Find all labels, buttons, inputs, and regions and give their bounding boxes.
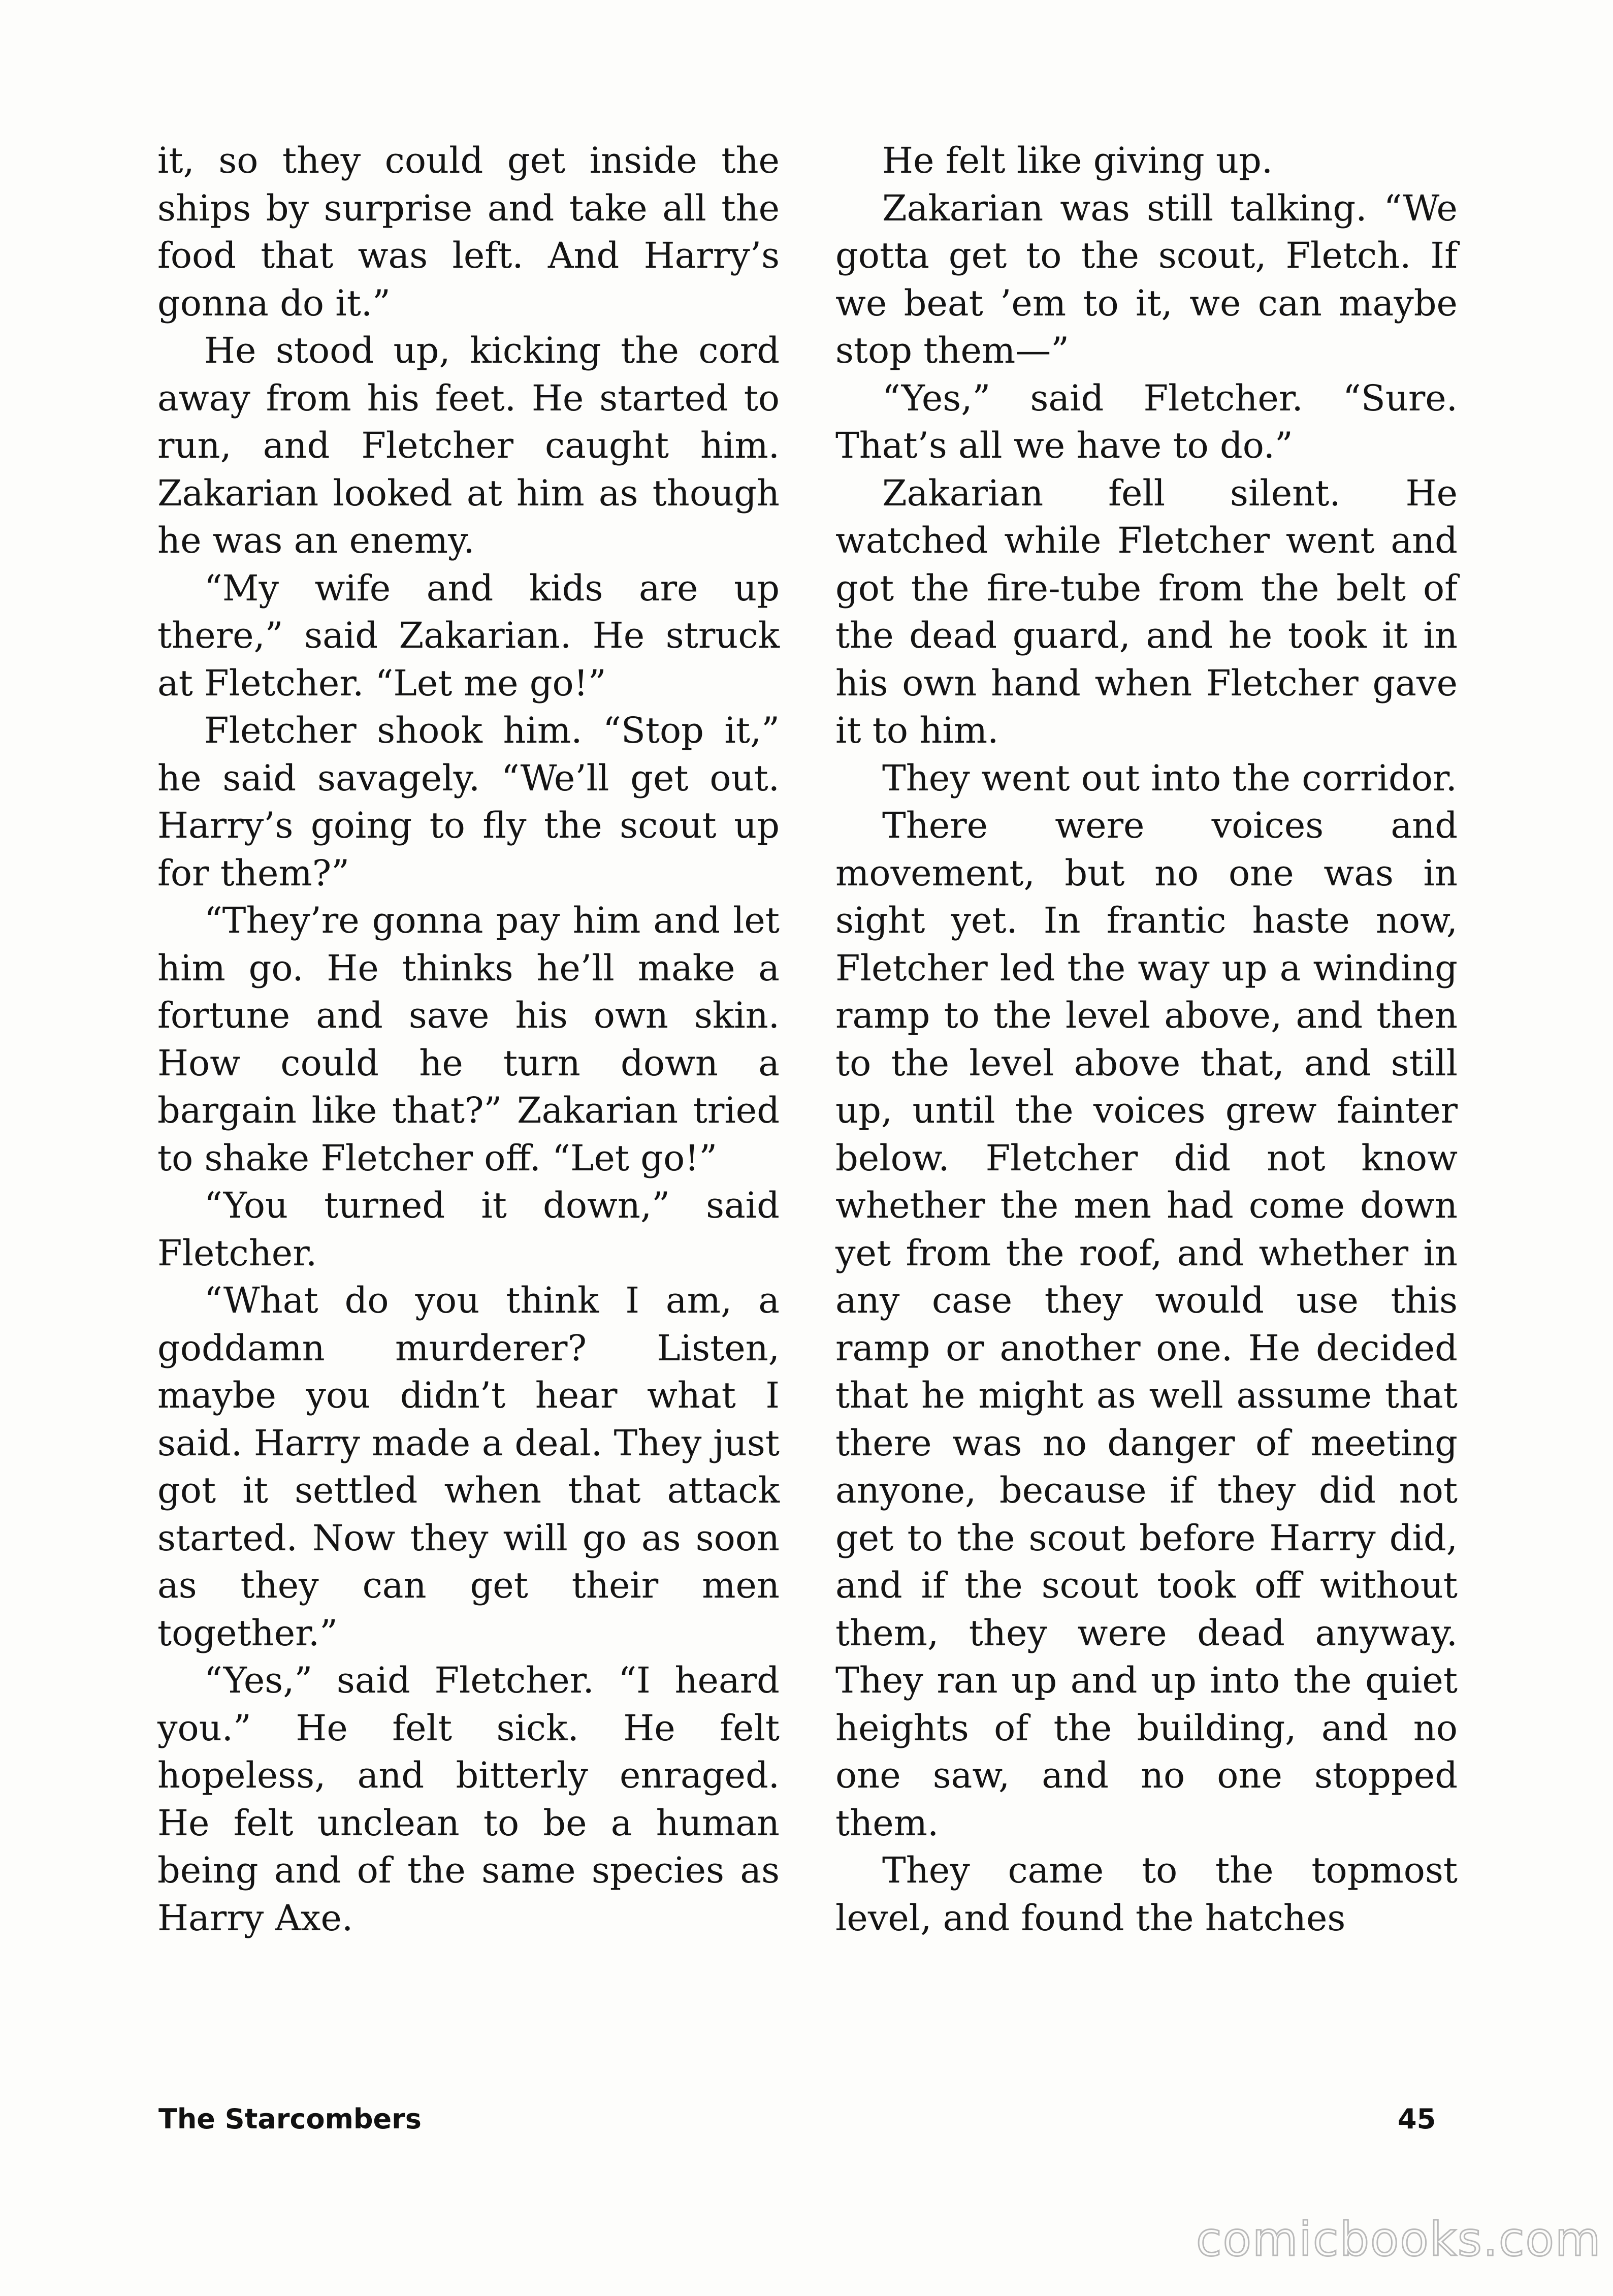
running-footer-title: The Starcombers [158,2103,422,2135]
paragraph: “You turned it down,” said Fletcher. [157,1185,780,1274]
paragraph: “Yes,” said Fletcher. “Sure. That’s all we have to do.” [835,377,1458,466]
paragraph: Fletcher shook him. “Stop it,” he said savagely. “We’ll get out. Harry’s going to fly the scout up for them?” [157,710,780,894]
paragraph: “What do you think I am, a goddamn murderer? Listen, maybe you didn’t hear what I said. Harry made a deal. They just got it settled when that attack started. Now they will go as soon as they can get their men together.” [157,1280,780,1654]
left-text-column [157,137,780,1942]
paragraph: He felt like giving up. [882,140,1273,181]
paragraph: Zakarian was still talking. “We gotta get to the scout, Fletch. If we beat ’em to it, we can maybe stop them—” [835,187,1458,371]
paragraph: “My wife and kids are up there,” said Zakarian. He struck at Fletcher. “Let me go!” [157,567,780,704]
watermark: comicbooks.com [1196,2212,1602,2267]
paragraph: “Yes,” said Fletcher. “I heard you.” He felt sick. He felt hopeless, and bitterly enraged. He felt unclean to be a human being and of the same species as Harry Axe. [157,1660,780,1939]
paragraph: Zakarian fell silent. He watched while Fletcher went and got the fire-tube from the belt of the dead guard, and he took it in his own hand when Fletcher gave it to him. [835,472,1458,751]
paragraph: There were voices and movement, but no one was in sight yet. In frantic haste now, Fletcher led the way up a winding ramp to the level above, and then to the level above that, and still up, until the voices grew fainter below. Fletcher did not know whether the men had come down yet from the roof, and whether in any case they would use this ramp or another one. He decided that he might as well assume that there was no danger of meeting anyone, because if they did not get to the scout before Harry did, and if the scout took off without them, they were dead anyway. They ran up and up into the quiet heights of the building, and no one saw, and no one stopped them. [835,805,1458,1844]
right-text-column [835,137,1458,1942]
paragraph: They came to the topmost level, and found the hatches [835,1849,1458,1939]
paragraph: He stood up, kicking the cord away from his feet. He started to run, and Fletcher caught him. Zakarian looked at him as though he was an enemy. [157,330,780,561]
paragraph: it, so they could get inside the ships by surprise and take all the food that was left. And Harry’s gonna do it.” [157,140,780,324]
paragraph: “They’re gonna pay him and let him go. He thinks he’ll make a fortune and save his own skin. How could he turn down a bargain like that?” Zakarian tried to shake Fletcher off. “Let go!” [157,900,780,1179]
page-number: 45 [1398,2103,1436,2135]
paragraph: They went out into the corridor. [882,757,1457,799]
